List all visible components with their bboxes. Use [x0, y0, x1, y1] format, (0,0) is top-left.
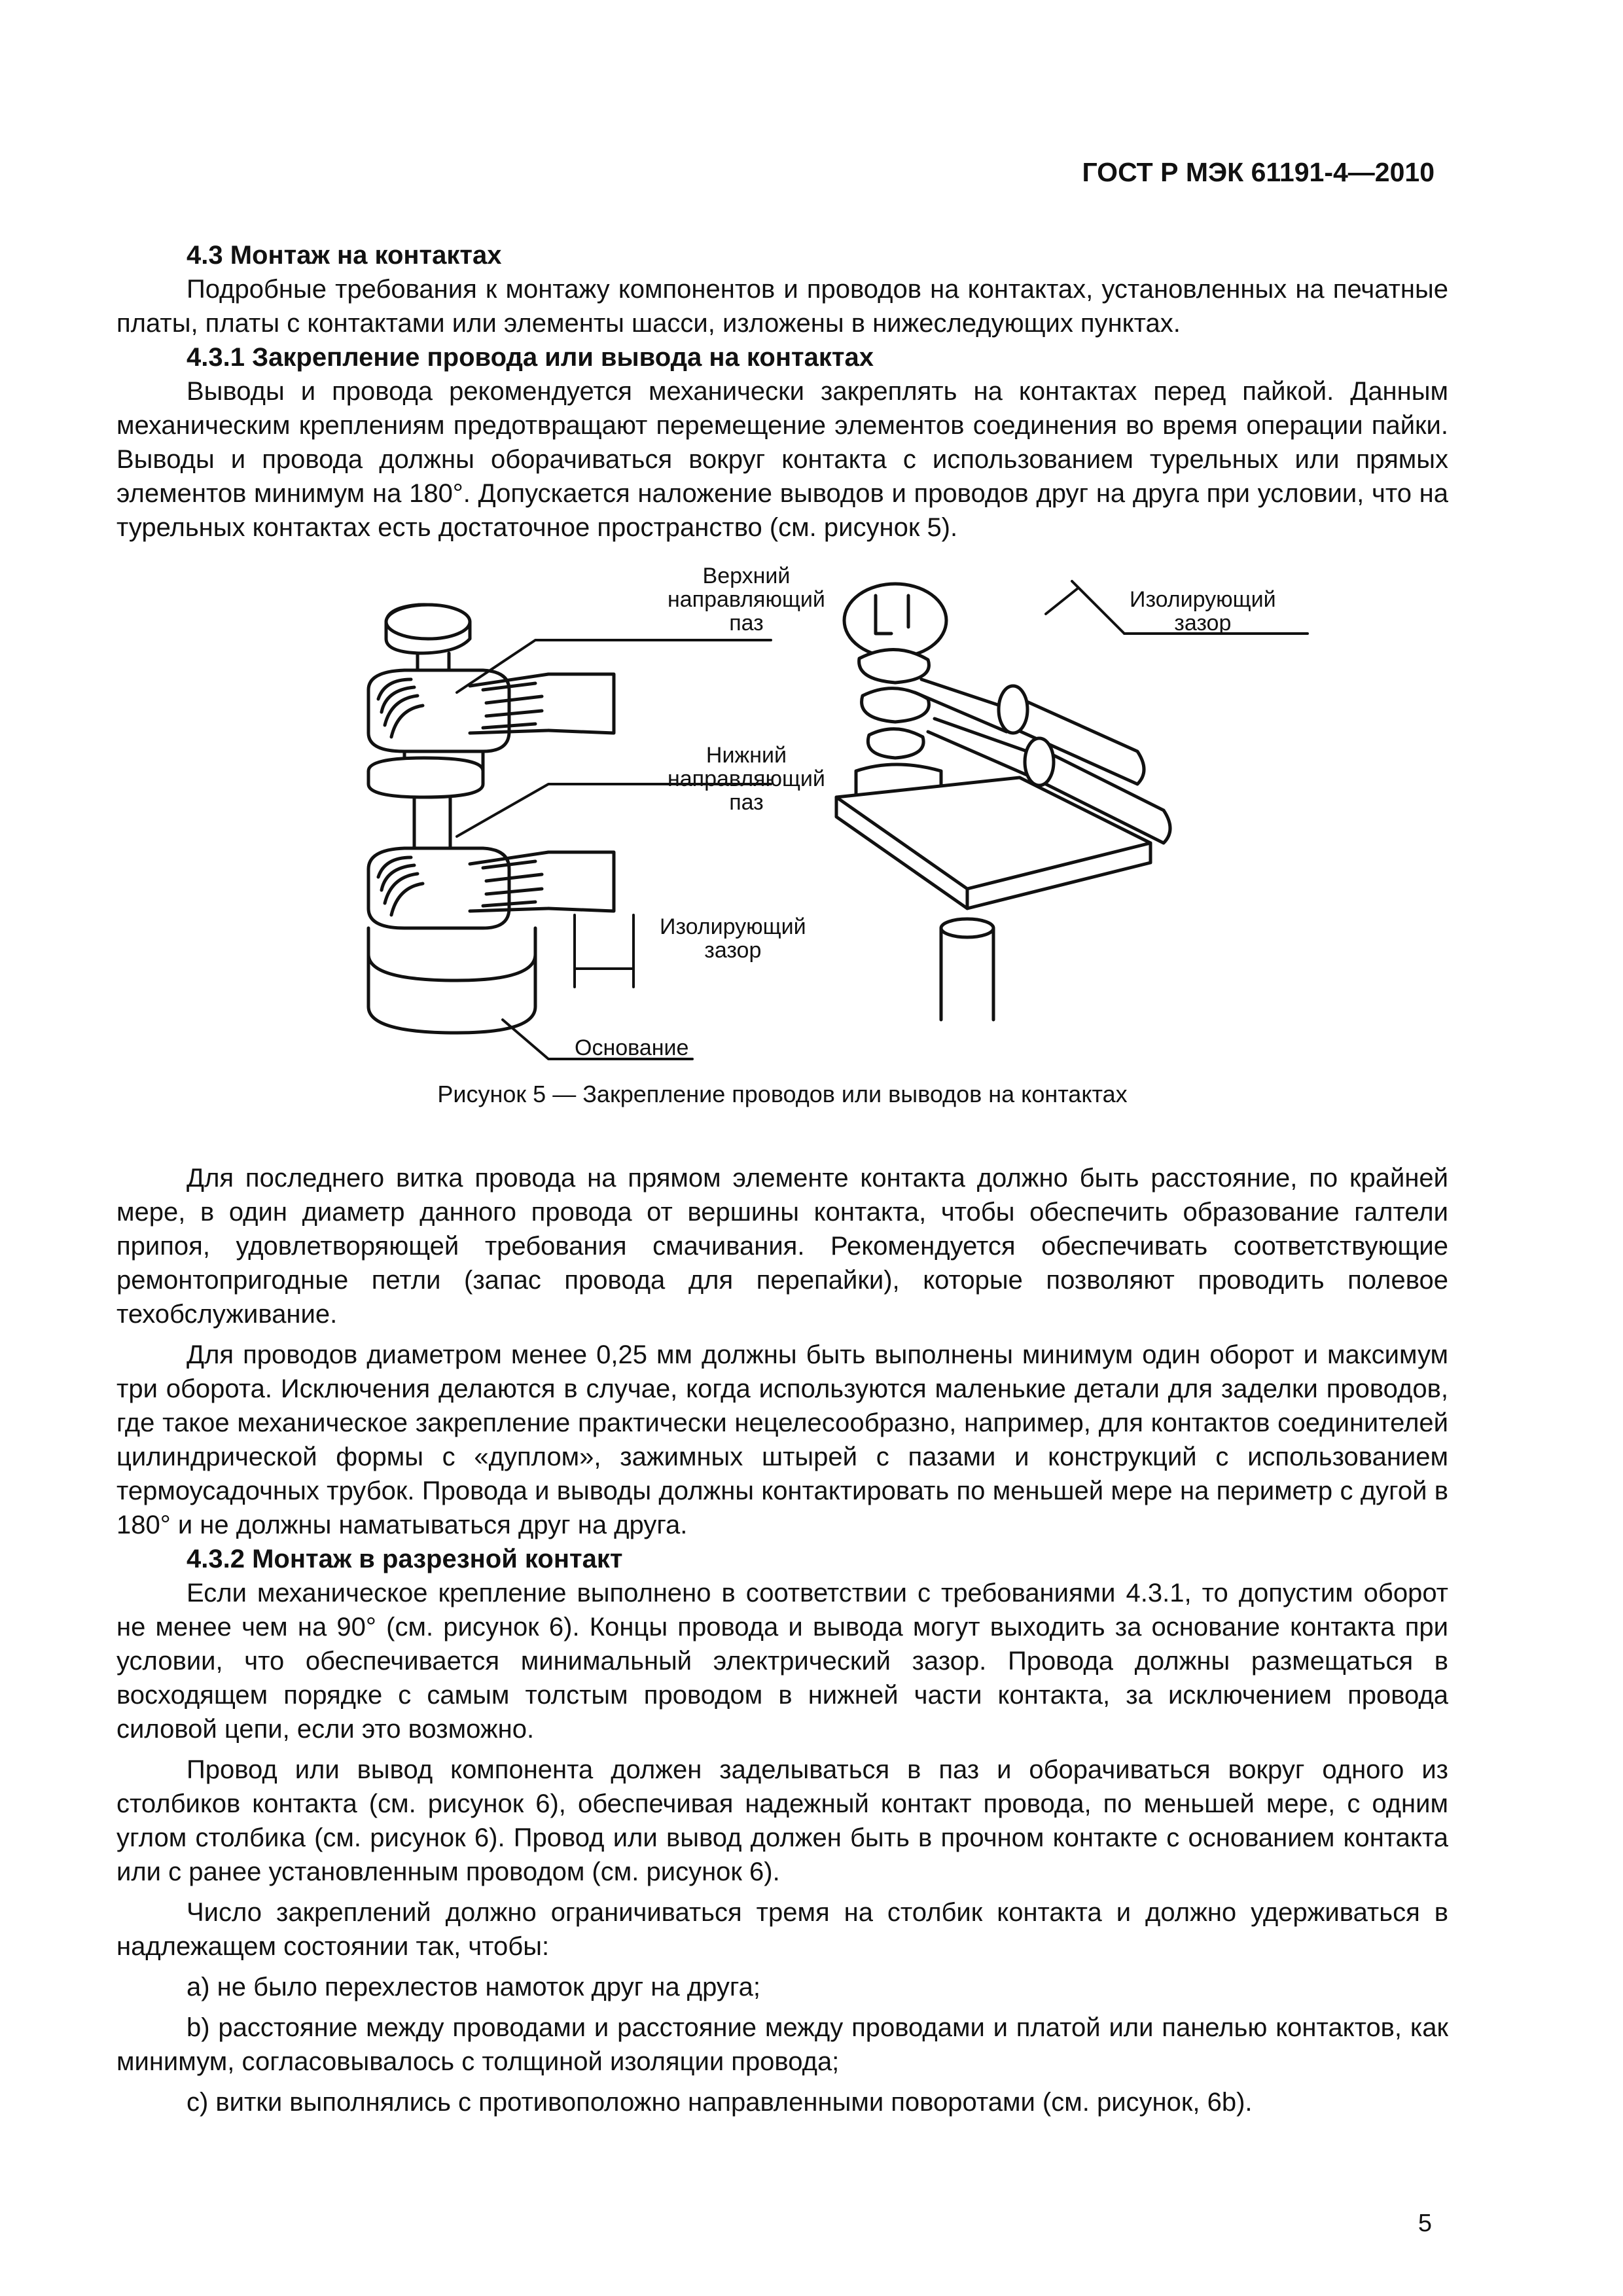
- label-insulation-gap-right: Изолирующий зазор: [1130, 587, 1276, 636]
- section-4-3-1-paragraph-1: Выводы и провода рекомендуется механически закреплять на контактах перед пайкой. Данным механическим креплениям предотвращают перемещение элементов соединения во время операции пайки. Выводы и провода должны оборачиваться вокруг контакта с использованием турельных или прямых элементов минимум на 180°. Допускается наложение выводов и проводов друг на друга при условии, что на турельных контактах есть достаточное пространство (см. рисунок 5).: [116, 377, 1448, 542]
- section-4-3-2-paragraph-2: Провод или вывод компонента должен заделываться в паз и оборачиваться вокруг одного из столбиков контакта (см. рисунок 6), обеспечивая надежный контакт провода, по меньшей мере, с одним углом столбика (см. рисунок 6). Провод или вывод должен быть в прочном контакте с основанием контакта или с ранее установленным проводом (см. рисунок 6).: [116, 1755, 1448, 1886]
- label-upper-groove: Верхний направляющий паз: [668, 564, 825, 636]
- label-lower-groove: Нижний направляющий паз: [668, 743, 825, 815]
- section-4-3-2-paragraph-1: Если механическое крепление выполнено в соответствии с требованиями 4.3.1, то допустим оборот не менее чем на 90° (см. рисунок 6). Концы провода и вывода могут выходить за основание контакта при условии, что обеспечивается минимальный электрический зазор. Провода должны размещаться в восходящем порядке с самым толстым проводом в нижней части контакта, за исключением провода силовой цепи, если это возможно.: [116, 1579, 1448, 1744]
- figure-5-drawing: [116, 562, 1448, 1072]
- figure-5: [116, 562, 1448, 1072]
- turret-terminal-drawing: [368, 605, 771, 1059]
- section-4-3-1-paragraph-3: Для проводов диаметром менее 0,25 мм должны быть выполнены минимум один оборот и максимум три оборота. Исключения делаются в случае, когда используются маленькие детали для заделки проводов, где такое механическое закрепление практически нецелесообразно, например, для контактов соединителей цилиндрической формы с «дуплом», зажимных штырей с пазами и конструкций с использованием термоусадочных трубок. Провода и выводы должны контактировать по меньшей мере на периметр с дугой в 180° и не должны наматываться друг на друга.: [116, 1340, 1448, 1539]
- section-4-3-paragraph: Подробные требования к монтажу компонентов и проводов на контактах, установленных на печатные платы, платы с контактами или элементы шасси, изложены в нижеследующих пунктах.: [116, 275, 1448, 338]
- label-base: Основание: [575, 1035, 689, 1060]
- section-heading-4-3: 4.3 Монтаж на контактах: [187, 241, 502, 270]
- document-body: [116, 238, 1448, 2119]
- document-header: ГОСТ Р МЭК 61191-4—2010: [1082, 157, 1435, 187]
- section-heading-4-3-2: 4.3.2 Монтаж в разрезной контакт: [187, 1545, 623, 1573]
- section-4-3-1-paragraph-2: Для последнего витка провода на прямом элементе контакта должно быть расстояние, по крайней мере, в один диаметр данного провода от вершины контакта, чтобы обеспечить образование галтели припоя, удовлетворяющей требования смачивания. Рекомендуется обеспечивать соответствующие ремонтопригодные петли (запас провода для перепайки), которые позволяют проводить полевое техобслуживание.: [116, 1164, 1448, 1329]
- page-number: 5: [1418, 2210, 1432, 2237]
- section-heading-4-3-1: 4.3.1 Закрепление провода или вывода на контактах: [187, 343, 874, 372]
- label-insulation-gap-left: Изолирующий зазор: [660, 914, 806, 963]
- figure-5-caption: Рисунок 5 — Закрепление проводов или выводов на контактах: [437, 1081, 1128, 1107]
- straight-terminal-drawing: [836, 581, 1308, 1020]
- list-item-b: b) расстояние между проводами и расстояние между проводами и платой или панелью контактов, как минимум, согласовывалось с толщиной изоляции провода;: [116, 2013, 1448, 2076]
- list-item-a: a) не было перехлестов намоток друг на друга;: [187, 1973, 760, 2001]
- list-item-c: c) витки выполнялись с противоположно направленными поворотами (см. рисунок, 6b).: [187, 2088, 1253, 2117]
- section-4-3-2-paragraph-3: Число закреплений должно ограничиваться тремя на столбик контакта и должно удерживаться в надлежащем состоянии так, чтобы:: [116, 1898, 1448, 1961]
